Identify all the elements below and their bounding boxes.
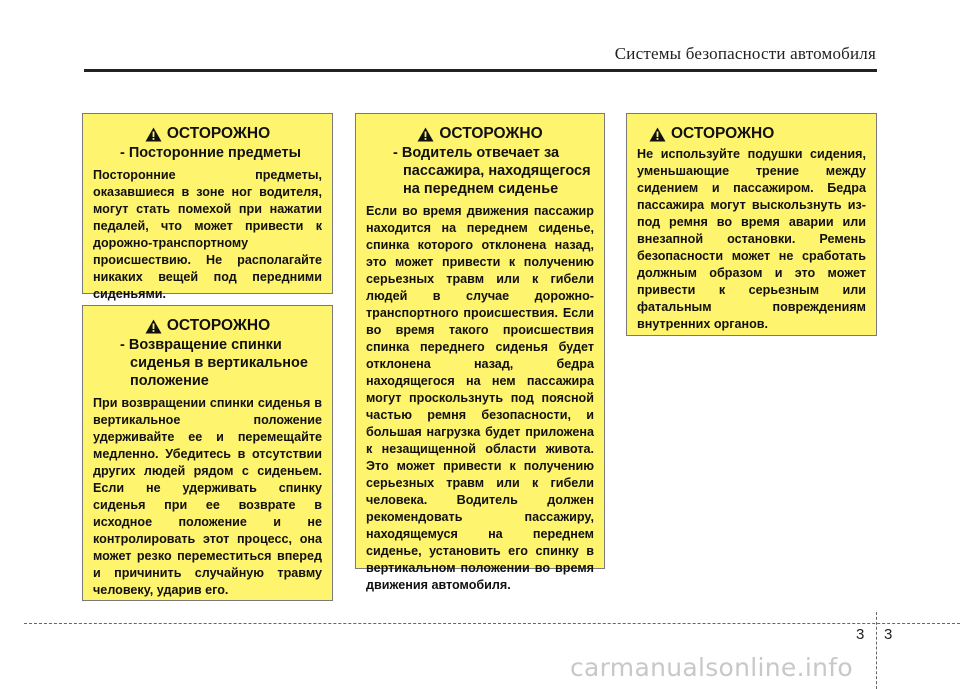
warning-subtitle: - Возвращение спинки сиденья в вертикальное положение [120, 337, 308, 389]
warning-title [637, 125, 866, 143]
warning-subtitle: - Посторонние предметы [120, 145, 301, 161]
warning-box-seat-cushions [626, 113, 877, 336]
chapter-number: 3 [856, 626, 865, 643]
warning-triangle-icon [649, 127, 666, 142]
page-number: 3 [884, 626, 893, 643]
warning-title-text: ОСТОРОЖНО [439, 125, 543, 142]
warning-title [93, 125, 322, 143]
warning-title-text: ОСТОРОЖНО [166, 125, 271, 142]
footer-dashed-rule [24, 623, 960, 624]
warning-triangle-icon [145, 127, 162, 142]
footer-page-divider [876, 612, 877, 689]
warning-box-seatback-return [82, 305, 333, 601]
warning-title-text: ОСТОРОЖНО [166, 317, 271, 334]
warning-subtitle: - Водитель отвечает за пассажира, находящегося на переднем сиденье [393, 145, 591, 197]
watermark-text: carmanualsonline.info [570, 653, 853, 682]
warning-body: При возвращении спинки сиденья в вертикальное положение удерживайте ее и перемещайте медленно. Убедитесь в отсутствии других людей рядом с сиденьем. Если не удерживать спинку сиденья при ее возврате в исходное положение и не контролировать этот процесс, она может резко переместиться вперед и причинить случайную травму человеку, ударив его. [93, 396, 322, 597]
header-rule [84, 69, 877, 72]
page-header-title: Системы безопасности автомобиля [614, 44, 876, 63]
warning-box-driver-responsibility [355, 113, 605, 592]
warning-body: Посторонние предметы, оказавшиеся в зоне ног водителя, могут стать помехой при нажатии педалей, что может привести к дорожно-транспортному происшествию. Не располагайте никаких вещей под передними сиденьями. [93, 168, 322, 301]
warning-title [366, 125, 594, 143]
warning-title [93, 317, 322, 335]
warning-body: Если во время движения пассажир находится на переднем сиденье, спинка которого отклонена назад, это может привести к получению серьезных травм или к гибели людей в случае дорожно-транспортного происшествия. Если во время такого происшествия спинка переднего сиденья будет отклонена назад, бедра находящегося на нем пассажира могут проскользнуть под поясной частью ремня безопасности, и большая нагрузка будет приложена к незащищенной области живота. Это может привести к получению серьезных травм или к гибели человека. Водитель должен рекомендовать пассажиру, находящемуся на переднем сиденье, установить его спинку в вертикальном положении во время движения автомобиля. [366, 204, 594, 592]
warning-triangle-icon [417, 127, 434, 142]
warning-box-foreign-objects [82, 113, 333, 301]
warning-title-text: ОСТОРОЖНО [671, 125, 775, 142]
warning-body: Не используйте подушки сидения, уменьшающие трение между сидением и пассажиром. Бедра пассажира могут выскользнуть из-под ремня во время аварии или внезапной остановки. Ремень безопасности может не сработать должным образом и это может привести к серьезным или фатальным повреждениям внутренних органов. [637, 147, 866, 331]
warning-triangle-icon [145, 319, 162, 334]
